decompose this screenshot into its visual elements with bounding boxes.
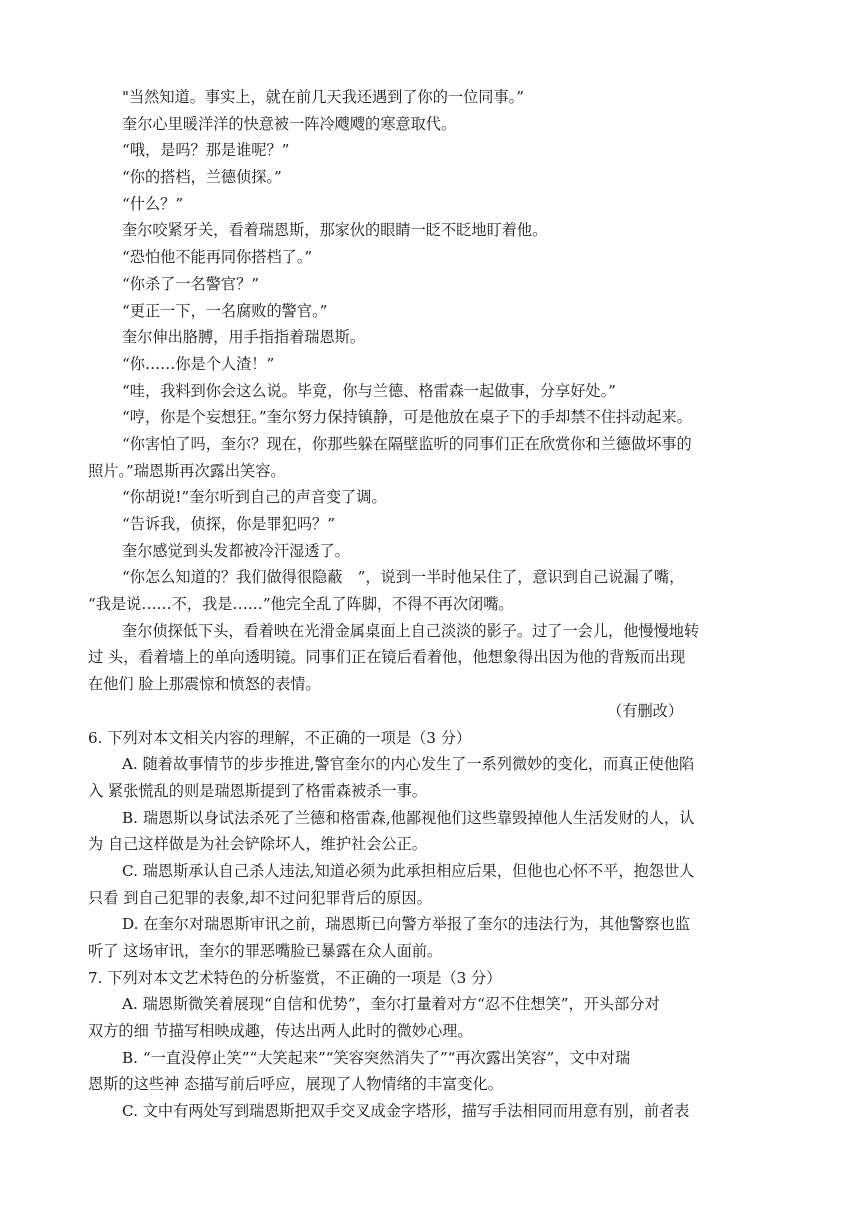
story-line: “告诉我，侦探，你是罪犯吗？” bbox=[122, 515, 335, 533]
question-7-option-b: B. “一直没停止笑”“大笑起来”“笑容突然消失了”“再次露出笑容”，文中对瑞 bbox=[122, 1048, 631, 1067]
question-7-stem: 7. 下列对本文艺术特色的分析鉴赏，不正确的一项是（3 分） bbox=[88, 968, 502, 987]
story-line: 在他们 脸上那震惊和愤怒的表情。 bbox=[88, 675, 321, 694]
story-line: 奎尔心里暖洋洋的快意被一阵冷飕飕的寒意取代。 bbox=[122, 114, 457, 133]
question-6-option-a: A. 随着故事情节的步步推进,警官奎尔的内心发生了一系列微妙的变化，而真正使他陷 bbox=[122, 755, 695, 774]
story-line: “哼，你是个妄想狂。”奎尔努力保持镇静，可是他放在桌子下的手却禁不住抖动起来。 bbox=[122, 408, 692, 427]
story-line: 奎尔咬紧牙关，看着瑞恩斯，那家伙的眼睛一眨不眨地盯着他。 bbox=[122, 221, 548, 240]
source-note: （有删改） bbox=[607, 701, 683, 720]
question-6-option-c-cont: 只看 到自己犯罪的表象,却不过问犯罪背后的原因。 bbox=[88, 888, 432, 907]
story-line: “你……你是个人渣！” bbox=[122, 354, 275, 373]
question-6-option-c: C. 瑞恩斯承认自己杀人违法,知道必须为此承担相应后果，但他也心怀不平，抱怨世人 bbox=[122, 861, 695, 880]
story-line: “你的搭档，兰德侦探。” bbox=[122, 168, 282, 187]
story-line: “哦，是吗？那是谁呢？” bbox=[122, 141, 290, 160]
story-line: “你胡说!”奎尔听到自己的声音变了调。 bbox=[122, 488, 387, 507]
question-7-option-b-cont: 恩斯的这些神 态描写前后呼应，展现了人物情绪的丰富变化。 bbox=[88, 1075, 503, 1094]
story-line: 奎尔侦探低下头，看着映在光滑金属桌面上自己淡淡的影子。过了一会儿，他慢慢地转 bbox=[122, 621, 700, 640]
story-line: “你怎么知道的？我们做得很隐蔽 ”，说到一半时他呆住了，意识到自己说漏了嘴， bbox=[122, 568, 685, 587]
story-line: “我是说……不，我是……”他完全乱了阵脚，不得不再次闭嘴。 bbox=[88, 595, 514, 614]
story-line: "当然知道。事实上，就在前几天我还遇到了你的一位同事。” bbox=[122, 88, 525, 106]
question-6-option-d-cont: 听了 这场审讯，奎尔的罪恶嘴脸已暴露在众人面前。 bbox=[88, 942, 443, 960]
story-line: “更正一下，一名腐败的警官。” bbox=[122, 301, 328, 320]
story-line: “你害怕了吗，奎尔？现在，你那些躲在隔壁监听的同事们正在欣赏你和兰德做坏事的 bbox=[122, 434, 692, 453]
question-7-option-a-cont: 双方的细 节描写相映成趣，传达出两人此时的微妙心理。 bbox=[88, 1022, 473, 1041]
story-line: “你杀了一名警官？” bbox=[122, 274, 260, 293]
story-line: “哇，我料到你会这么说。毕竟，你与兰德、格雷森一起做事，分享好处。” bbox=[122, 381, 616, 400]
story-line: “什么？” bbox=[122, 194, 184, 213]
story-line: 奎尔伸出胳膊，用手指指着瑞恩斯。 bbox=[122, 328, 365, 347]
question-7-option-a: A. 瑞恩斯微笑着展现“自信和优势”，奎尔打量着对方“忍不住想笑”，开头部分对 bbox=[122, 995, 660, 1014]
story-line: 照片。”瑞恩斯再次露出笑容。 bbox=[88, 461, 286, 480]
story-line: 过 头，看着墙上的单向透明镜。同事们正在镜后看着他，他想象得出因为他的背叛而出现 bbox=[88, 648, 686, 667]
question-6-option-a-cont: 入 紧张慌乱的则是瑞恩斯提到了格雷森被杀一事。 bbox=[88, 781, 427, 800]
story-line: 奎尔感觉到头发都被冷汗湿透了。 bbox=[122, 541, 350, 560]
question-6-option-b: B. 瑞恩斯以身试法杀死了兰德和格雷森,他鄙视他们这些靠毁掉他人生活发财的人，认 bbox=[122, 808, 695, 827]
question-6-stem: 6. 下列对本文相关内容的理解，不正确的一项是（3 分） bbox=[88, 728, 472, 747]
story-line: “恐怕他不能再同你搭档了。” bbox=[122, 248, 313, 267]
question-6-option-d: D. 在奎尔对瑞恩斯审讯之前，瑞恩斯已向警方举报了奎尔的违法行为，其他警察也监 bbox=[122, 915, 691, 934]
question-6-option-b-cont: 为 自己这样做是为社会铲除坏人，维护社会公正。 bbox=[88, 835, 427, 854]
question-7-option-c: C. 文中有两处写到瑞恩斯把双手交叉成金字塔形，描写手法相同而用意有别，前者表 bbox=[122, 1102, 690, 1121]
exam-page bbox=[88, 84, 788, 1125]
